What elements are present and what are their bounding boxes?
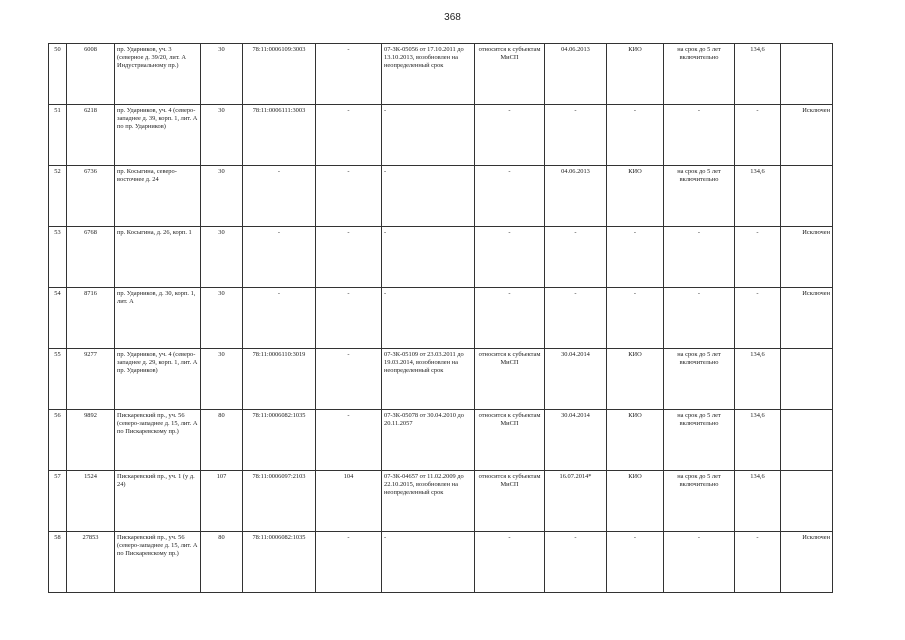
object-id-cell: 1524 — [67, 471, 115, 532]
address-cell: пр. Ударников, уч. 4 (северо-западнее д. 39, корп. 1, лит. А по пр. Ударников) — [115, 105, 201, 166]
cadastral-number-cell: 78:11:0006097:2103 — [243, 471, 316, 532]
term-cell: на срок до 5 лет включительно — [664, 410, 735, 471]
lease-contract-cell: 07-ЗК-05109 от 23.03.2011 до 19.03.2014, возобновлен на неопределенный срок — [382, 349, 475, 410]
table-row — [49, 44, 833, 105]
authority-cell: КИО — [607, 44, 664, 105]
address-cell: Пискаревский пр., уч. 56 (северо-западнее д. 15, лит. А по Пискаревскому пр.) — [115, 532, 201, 593]
authority-cell: КИО — [607, 166, 664, 227]
date-cell: - — [545, 288, 607, 349]
area-2-cell: - — [316, 349, 382, 410]
rate-cell: - — [735, 532, 781, 593]
area-2-cell: - — [316, 410, 382, 471]
table-row — [49, 166, 833, 227]
object-id-cell: 27853 — [67, 532, 115, 593]
table-row — [49, 410, 833, 471]
address-cell: Пискаревский пр., уч. 56 (северо-западнее д. 15, лит. А по Пискаревскому пр.) — [115, 410, 201, 471]
address-cell: пр. Ударников, уч. 4 (северо-западнее д. 29, корп. 1, лит. А пр. Ударников) — [115, 349, 201, 410]
rate-cell: 134,6 — [735, 410, 781, 471]
table-row — [49, 532, 833, 593]
row-number-cell: 57 — [49, 471, 67, 532]
address-cell: пр. Ударников, уч. 3 (северное д. 39/20, лит. А Индустриальному пр.) — [115, 44, 201, 105]
table-row — [49, 105, 833, 166]
object-id-cell: 6736 — [67, 166, 115, 227]
authority-cell: - — [607, 288, 664, 349]
smb-status-cell: - — [475, 166, 545, 227]
note-cell — [781, 166, 833, 227]
area-2-cell: - — [316, 532, 382, 593]
area-cell: 80 — [201, 532, 243, 593]
row-number-cell: 55 — [49, 349, 67, 410]
note-cell — [781, 410, 833, 471]
date-cell: 04.06.2013 — [545, 44, 607, 105]
rate-cell: 134,6 — [735, 471, 781, 532]
term-cell: - — [664, 532, 735, 593]
cadastral-number-cell: - — [243, 166, 316, 227]
lease-contract-cell: - — [382, 532, 475, 593]
row-number-cell: 56 — [49, 410, 67, 471]
date-cell: - — [545, 105, 607, 166]
lease-contract-cell: 07-ЗК-05056 от 17.10.2011 до 13.10.2013, возобновлен на неопределенный срок — [382, 44, 475, 105]
cadastral-number-cell: 78:11:0006082:1035 — [243, 410, 316, 471]
date-cell: 30.04.2014 — [545, 410, 607, 471]
table-row — [49, 288, 833, 349]
area-cell: 30 — [201, 288, 243, 349]
object-id-cell: 8716 — [67, 288, 115, 349]
lease-contract-cell: 07-ЗК-04657 от 11.02.2009 до 22.10.2015, возобновлен на неопределенный срок — [382, 471, 475, 532]
term-cell: на срок до 5 лет включительно — [664, 166, 735, 227]
area-2-cell: - — [316, 44, 382, 105]
address-cell: пр. Ударников, д. 30, корп. 1, лит. А — [115, 288, 201, 349]
row-number-cell: 50 — [49, 44, 67, 105]
table-row — [49, 349, 833, 410]
term-cell: на срок до 5 лет включительно — [664, 349, 735, 410]
authority-cell: - — [607, 532, 664, 593]
object-id-cell: 6768 — [67, 227, 115, 288]
rate-cell: - — [735, 288, 781, 349]
table-row — [49, 227, 833, 288]
date-cell: 30.04.2014 — [545, 349, 607, 410]
cadastral-number-cell: 78:11:0006110:3019 — [243, 349, 316, 410]
lease-contract-cell: - — [382, 288, 475, 349]
smb-status-cell: относится к субъектам МиСП — [475, 471, 545, 532]
authority-cell: - — [607, 227, 664, 288]
area-cell: 107 — [201, 471, 243, 532]
smb-status-cell: - — [475, 227, 545, 288]
area-2-cell: - — [316, 227, 382, 288]
area-cell: 30 — [201, 105, 243, 166]
object-id-cell: 9277 — [67, 349, 115, 410]
row-number-cell: 54 — [49, 288, 67, 349]
cadastral-number-cell: 78:11:0006109:3003 — [243, 44, 316, 105]
term-cell: - — [664, 288, 735, 349]
object-id-cell: 6008 — [67, 44, 115, 105]
smb-status-cell: относится к субъектам МиСП — [475, 410, 545, 471]
authority-cell: КИО — [607, 410, 664, 471]
area-2-cell: - — [316, 288, 382, 349]
date-cell: 04.06.2013 — [545, 166, 607, 227]
area-2-cell: - — [316, 166, 382, 227]
smb-status-cell: относится к субъектам МиСП — [475, 44, 545, 105]
lease-contract-cell: 07-ЗК-05078 от 30.04.2010 до 20.11.2057 — [382, 410, 475, 471]
area-2-cell: - — [316, 105, 382, 166]
area-2-cell: 104 — [316, 471, 382, 532]
row-number-cell: 51 — [49, 105, 67, 166]
cadastral-number-cell: 78:11:0006082:1035 — [243, 532, 316, 593]
authority-cell: - — [607, 105, 664, 166]
area-cell: 30 — [201, 44, 243, 105]
note-cell: Исключен — [781, 227, 833, 288]
note-cell: Исключен — [781, 105, 833, 166]
lease-contract-cell: - — [382, 105, 475, 166]
rate-cell: - — [735, 227, 781, 288]
lease-contract-cell: - — [382, 227, 475, 288]
note-cell — [781, 44, 833, 105]
object-id-cell: 6218 — [67, 105, 115, 166]
cadastral-number-cell: - — [243, 227, 316, 288]
term-cell: на срок до 5 лет включительно — [664, 471, 735, 532]
date-cell: - — [545, 532, 607, 593]
note-cell: Исключен — [781, 288, 833, 349]
area-cell: 30 — [201, 349, 243, 410]
date-cell: 16.07.2014* — [545, 471, 607, 532]
rate-cell: 134,6 — [735, 349, 781, 410]
cadastral-number-cell: 78:11:0006111:3003 — [243, 105, 316, 166]
note-cell — [781, 471, 833, 532]
note-cell: Исключен — [781, 532, 833, 593]
object-id-cell: 9892 — [67, 410, 115, 471]
smb-status-cell: относится к субъектам МиСП — [475, 349, 545, 410]
smb-status-cell: - — [475, 105, 545, 166]
registry-table — [48, 43, 833, 593]
smb-status-cell: - — [475, 288, 545, 349]
lease-contract-cell: - — [382, 166, 475, 227]
authority-cell: КИО — [607, 349, 664, 410]
address-cell: Пискаревский пр., уч. 1 (у д. 24) — [115, 471, 201, 532]
address-cell: пр. Косыгина, д. 26, корп. 1 — [115, 227, 201, 288]
authority-cell: КИО — [607, 471, 664, 532]
area-cell: 30 — [201, 227, 243, 288]
table-row — [49, 471, 833, 532]
term-cell: - — [664, 227, 735, 288]
address-cell: пр. Косыгина, северо-восточнее д. 24 — [115, 166, 201, 227]
page-number: 368 — [444, 12, 461, 23]
rate-cell: 134,6 — [735, 44, 781, 105]
row-number-cell: 58 — [49, 532, 67, 593]
row-number-cell: 53 — [49, 227, 67, 288]
rate-cell: - — [735, 105, 781, 166]
term-cell: - — [664, 105, 735, 166]
area-cell: 30 — [201, 166, 243, 227]
rate-cell: 134,6 — [735, 166, 781, 227]
date-cell: - — [545, 227, 607, 288]
term-cell: на срок до 5 лет включительно — [664, 44, 735, 105]
smb-status-cell: - — [475, 532, 545, 593]
cadastral-number-cell: - — [243, 288, 316, 349]
note-cell — [781, 349, 833, 410]
row-number-cell: 52 — [49, 166, 67, 227]
area-cell: 80 — [201, 410, 243, 471]
